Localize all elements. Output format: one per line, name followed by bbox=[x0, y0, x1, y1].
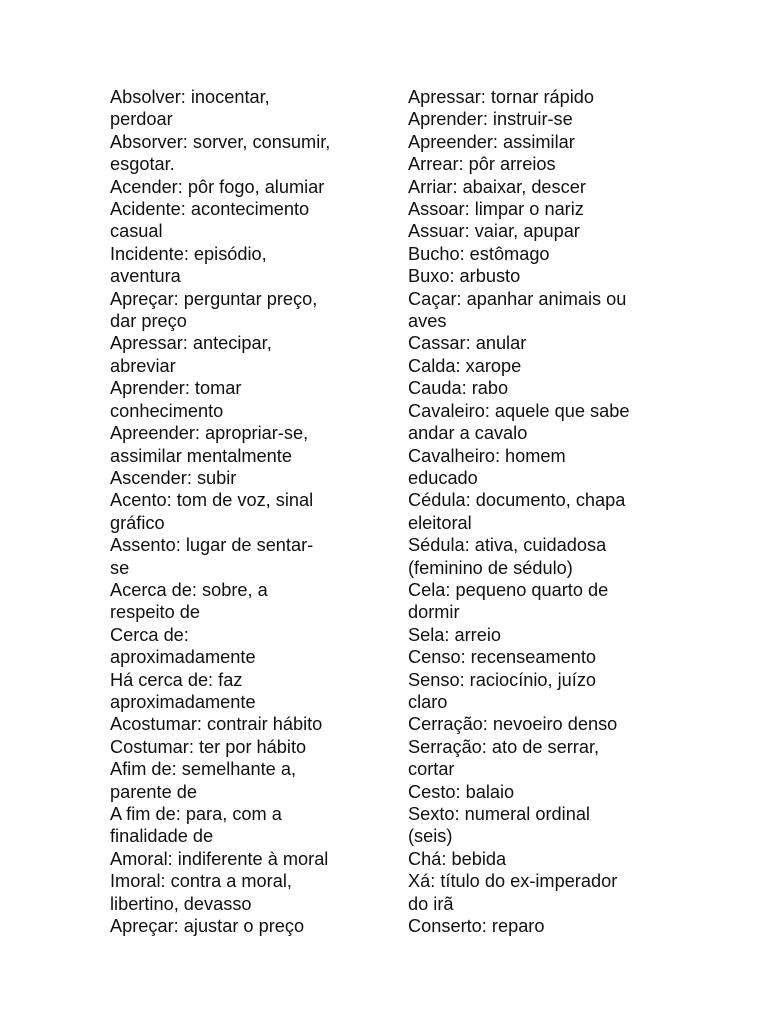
text-line: Cesto: balaio bbox=[408, 781, 515, 802]
text-line: (seis) bbox=[408, 826, 453, 847]
text-line: aventura bbox=[110, 266, 181, 287]
right-column bbox=[408, 86, 666, 937]
text-line: Assuar: vaiar, apupar bbox=[408, 221, 580, 242]
text-line: Apreender: apropriar-se, bbox=[110, 423, 309, 444]
text-line: Acender: pôr fogo, alumiar bbox=[110, 176, 325, 197]
text-line: Apreender: assimilar bbox=[408, 131, 575, 152]
text-line: Cassar: anular bbox=[408, 333, 527, 354]
text-line: Chá: bebida bbox=[408, 848, 507, 869]
text-line: Calda: xarope bbox=[408, 355, 522, 376]
text-line: Incidente: episódio, bbox=[110, 243, 267, 264]
text-line: Acostumar: contrair hábito bbox=[110, 714, 323, 735]
text-line: Caçar: apanhar animais ou bbox=[408, 288, 627, 309]
text-line: Absorver: sorver, consumir, bbox=[110, 131, 331, 152]
text-line: perdoar bbox=[110, 109, 173, 130]
text-line: assimilar mentalmente bbox=[110, 445, 292, 466]
text-line: Senso: raciocínio, juízo bbox=[408, 669, 597, 690]
text-line: libertino, devasso bbox=[110, 893, 252, 914]
text-line: Bucho: estômago bbox=[408, 243, 550, 264]
text-line: Cela: pequeno quarto de bbox=[408, 579, 609, 600]
text-line: Sexto: numeral ordinal bbox=[408, 804, 590, 824]
left-column bbox=[110, 86, 372, 937]
text-line: Apreçar: ajustar o preço bbox=[110, 916, 305, 937]
text-line: aproximadamente bbox=[110, 691, 256, 712]
text-line: eleitoral bbox=[408, 512, 472, 533]
text-line: Assoar: limpar o nariz bbox=[408, 199, 584, 220]
text-line: Imoral: contra a moral, bbox=[110, 871, 292, 892]
text-line: Cauda: rabo bbox=[408, 378, 509, 399]
text-line: finalidade de bbox=[110, 826, 214, 847]
text-line: Apressar: antecipar, bbox=[110, 333, 272, 354]
text-line: Cerca de: bbox=[110, 624, 189, 645]
text-line: claro bbox=[408, 691, 448, 712]
text-line: Sela: arreio bbox=[408, 624, 502, 645]
text-line: casual bbox=[110, 221, 163, 242]
text-line: andar a cavalo bbox=[408, 423, 528, 444]
text-line: do irã bbox=[408, 893, 454, 914]
text-line: Ascender: subir bbox=[110, 467, 237, 488]
text-line: Cavalheiro: homem bbox=[408, 445, 566, 466]
text-line: gráfico bbox=[110, 512, 165, 533]
text-line: Buxo: arbusto bbox=[408, 266, 521, 287]
text-line: dormir bbox=[408, 602, 460, 623]
text-line: Costumar: ter por hábito bbox=[110, 736, 307, 757]
text-line: esgotar. bbox=[110, 154, 175, 175]
text-line: respeito de bbox=[110, 602, 200, 623]
text-line: cortar bbox=[408, 759, 455, 780]
text-line: Aprender: instruir-se bbox=[408, 109, 573, 130]
text-line: Absolver: inocentar, bbox=[110, 87, 270, 107]
text-line: Acidente: acontecimento bbox=[110, 199, 310, 220]
text-line: (feminino de sédulo) bbox=[408, 557, 573, 578]
text-line: Afim de: semelhante a, bbox=[110, 759, 297, 780]
text-line: abreviar bbox=[110, 355, 176, 376]
text-line: Cerração: nevoeiro denso bbox=[408, 714, 618, 735]
text-line: se bbox=[110, 557, 130, 578]
text-line: Cavaleiro: aquele que sabe bbox=[408, 400, 630, 421]
text-line: aproximadamente bbox=[110, 647, 256, 668]
text-line: Amoral: indiferente à moral bbox=[110, 848, 329, 869]
text-line: Aprender: tomar bbox=[110, 378, 242, 399]
text-line: Assento: lugar de sentar- bbox=[110, 535, 314, 556]
text-line: Acerca de: sobre, a bbox=[110, 579, 268, 600]
text-line: parente de bbox=[110, 781, 197, 802]
text-line: Cédula: documento, chapa bbox=[408, 490, 626, 511]
text-line: Arrear: pôr arreios bbox=[408, 154, 556, 175]
text-line: Apressar: tornar rápido bbox=[408, 87, 595, 107]
text-line: Apreçar: perguntar preço, bbox=[110, 288, 318, 309]
text-line: Há cerca de: faz bbox=[110, 669, 243, 690]
text-line: dar preço bbox=[110, 311, 187, 332]
text-line: aves bbox=[408, 311, 447, 332]
text-line: educado bbox=[408, 467, 478, 488]
text-line: Serração: ato de serrar, bbox=[408, 736, 600, 757]
text-line: Arriar: abaixar, descer bbox=[408, 176, 586, 197]
text-line: Acento: tom de voz, sinal bbox=[110, 490, 314, 511]
text-line: A fim de: para, com a bbox=[110, 804, 282, 824]
text-line: Sédula: ativa, cuidadosa bbox=[408, 535, 607, 556]
text-line: Conserto: reparo bbox=[408, 916, 545, 937]
text-line: Censo: recenseamento bbox=[408, 647, 597, 668]
text-line: conhecimento bbox=[110, 400, 224, 421]
text-line: Xá: título do ex-imperador bbox=[408, 871, 618, 892]
